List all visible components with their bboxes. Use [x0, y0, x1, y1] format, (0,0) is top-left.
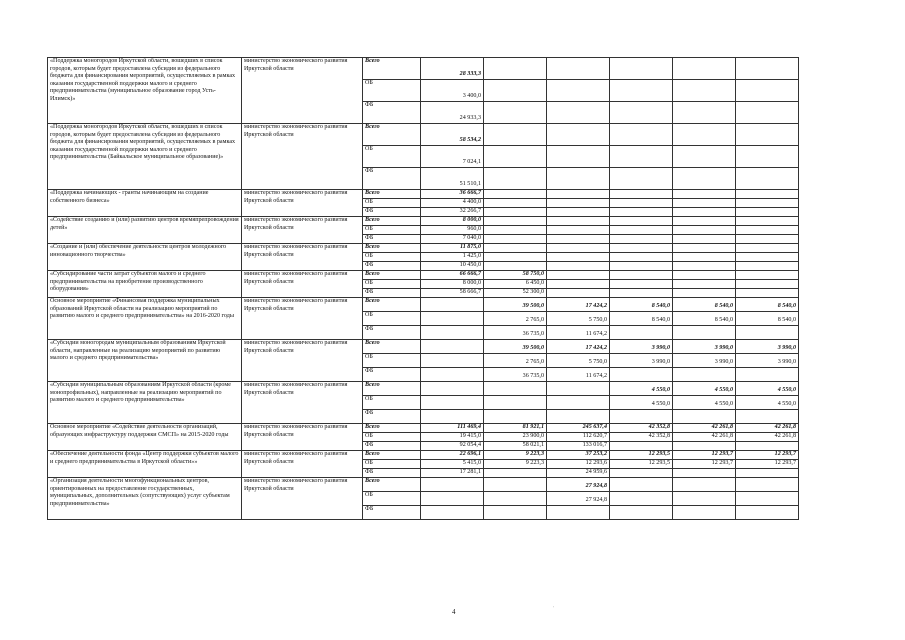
amount-cell: 36 735,0 — [484, 368, 547, 382]
amount-cell: 5 750,0 — [547, 312, 610, 326]
amount-cell: 4 550,0 — [736, 396, 799, 410]
amount-cell — [736, 326, 799, 340]
amount-cell — [610, 253, 673, 262]
table-row — [48, 190, 799, 199]
amount-cell: 66 666,7 — [421, 271, 484, 280]
budget-table — [47, 57, 799, 520]
amount-cell — [736, 190, 799, 199]
amount-cell: 17 424,2 — [547, 340, 610, 354]
amount-cell — [673, 226, 736, 235]
amount-cell — [421, 326, 484, 340]
funding-source-cell: ФБ — [363, 469, 421, 478]
amount-cell — [610, 442, 673, 451]
amount-cell: 12 293,6 — [547, 460, 610, 469]
amount-cell — [736, 226, 799, 235]
amount-cell — [547, 396, 610, 410]
funding-source-cell: Всего — [363, 451, 421, 460]
amount-cell: 42 352,8 — [610, 424, 673, 433]
funding-source-cell: ОБ — [363, 80, 421, 102]
amount-cell — [421, 298, 484, 312]
funding-source-cell: ОБ — [363, 253, 421, 262]
amount-cell — [610, 58, 673, 80]
amount-cell — [736, 102, 799, 124]
amount-cell: 12 293,7 — [736, 460, 799, 469]
amount-cell — [547, 168, 610, 190]
funding-source-cell: ФБ — [363, 289, 421, 298]
amount-cell — [484, 168, 547, 190]
amount-cell: 52 300,0 — [484, 289, 547, 298]
amount-cell — [673, 168, 736, 190]
scan-speck: ' — [553, 606, 555, 612]
amount-cell — [547, 253, 610, 262]
amount-cell — [673, 506, 736, 520]
table-row — [48, 217, 799, 226]
amount-cell — [547, 262, 610, 271]
amount-cell — [736, 253, 799, 262]
amount-cell: 4 400,0 — [421, 199, 484, 208]
amount-cell: 11 875,0 — [421, 244, 484, 253]
amount-cell — [673, 410, 736, 424]
amount-cell — [421, 340, 484, 354]
executor-cell: министерство экономического развития Иркутской области — [242, 124, 363, 190]
funding-source-cell: ОБ — [363, 396, 421, 410]
amount-cell — [484, 410, 547, 424]
amount-cell — [736, 124, 799, 146]
amount-cell — [736, 442, 799, 451]
amount-cell: 17 281,1 — [421, 469, 484, 478]
amount-cell — [484, 478, 547, 492]
amount-cell — [484, 262, 547, 271]
amount-cell — [421, 492, 484, 506]
amount-cell — [547, 208, 610, 217]
amount-cell: 23 900,0 — [484, 433, 547, 442]
amount-cell — [610, 271, 673, 280]
amount-cell — [610, 102, 673, 124]
table-row — [48, 58, 799, 80]
funding-source-cell: ФБ — [363, 506, 421, 520]
amount-cell — [610, 506, 673, 520]
amount-cell — [610, 190, 673, 199]
amount-cell: 9 223,3 — [484, 460, 547, 469]
amount-cell — [421, 410, 484, 424]
amount-cell — [421, 312, 484, 326]
amount-cell — [736, 368, 799, 382]
amount-cell: 8 000,0 — [421, 280, 484, 289]
amount-cell: 4 550,0 — [673, 382, 736, 396]
funding-source-cell: Всего — [363, 382, 421, 396]
funding-source-cell: ФБ — [363, 235, 421, 244]
amount-cell: 4 550,0 — [736, 382, 799, 396]
amount-cell — [547, 271, 610, 280]
funding-source-cell: Всего — [363, 244, 421, 253]
funding-source-cell: ФБ — [363, 168, 421, 190]
program-name-cell: «Поддержка моногородов Иркутской области, вошедших в список городов, которым будет предоставлена субсидия из федерального бюджета для финансирования мероприятий, осуществляемых в рамках оказания государственной поддержки малого и среднего предпринимательства (Байкальское муниципальное образование)» — [48, 124, 242, 190]
amount-cell — [736, 80, 799, 102]
funding-source-cell: ОБ — [363, 312, 421, 326]
amount-cell: 133 016,7 — [547, 442, 610, 451]
amount-cell: 4 550,0 — [610, 382, 673, 396]
amount-cell — [610, 226, 673, 235]
amount-cell: 111 469,4 — [421, 424, 484, 433]
funding-source-cell: ОБ — [363, 354, 421, 368]
program-name-cell: «Поддержка начинающих - гранты начинающим на создание собственного бизнеса» — [48, 190, 242, 217]
program-name-cell: «Содействие созданию и (или) развитию центров времяпрепровождения детей» — [48, 217, 242, 244]
amount-cell: 58 534,2 — [421, 124, 484, 146]
table-row — [48, 478, 799, 492]
amount-cell: 1 425,0 — [421, 253, 484, 262]
amount-cell — [673, 280, 736, 289]
amount-cell: 10 450,0 — [421, 262, 484, 271]
amount-cell — [547, 289, 610, 298]
amount-cell — [484, 124, 547, 146]
amount-cell — [421, 368, 484, 382]
amount-cell — [673, 190, 736, 199]
funding-source-cell: ФБ — [363, 262, 421, 271]
amount-cell — [673, 289, 736, 298]
amount-cell — [673, 262, 736, 271]
funding-source-cell: Всего — [363, 271, 421, 280]
amount-cell — [673, 80, 736, 102]
amount-cell — [610, 146, 673, 168]
program-name-cell: «Субсидии моногородам муниципальным образованиям Иркутской области, направленные на реализацию мероприятий по развитию малого и среднего предпринимательства» — [48, 340, 242, 382]
funding-source-cell: Всего — [363, 478, 421, 492]
amount-cell: 22 696,1 — [421, 451, 484, 460]
amount-cell: 36 735,0 — [484, 326, 547, 340]
amount-cell — [736, 208, 799, 217]
amount-cell: 3 990,0 — [736, 340, 799, 354]
program-name-cell: «Обеспечение деятельности фонда «Центр поддержки субъектов малого и среднего предпринимательства в Иркутской области»» — [48, 451, 242, 478]
budget-table-container — [47, 57, 799, 520]
amount-cell — [610, 289, 673, 298]
amount-cell — [736, 469, 799, 478]
amount-cell: 12 293,7 — [673, 460, 736, 469]
funding-source-cell: Всего — [363, 424, 421, 433]
amount-cell — [484, 235, 547, 244]
amount-cell: 42 261,8 — [736, 424, 799, 433]
amount-cell — [673, 208, 736, 217]
amount-cell: 8 540,0 — [736, 312, 799, 326]
funding-source-cell: Всего — [363, 217, 421, 226]
amount-cell: 5 750,0 — [547, 354, 610, 368]
amount-cell: 51 510,1 — [421, 168, 484, 190]
amount-cell — [673, 244, 736, 253]
amount-cell — [610, 244, 673, 253]
amount-cell — [673, 271, 736, 280]
amount-cell — [610, 410, 673, 424]
amount-cell — [610, 199, 673, 208]
executor-cell: министерство экономического развития Иркутской области — [242, 244, 363, 271]
amount-cell: 24 933,3 — [421, 102, 484, 124]
amount-cell — [484, 146, 547, 168]
amount-cell: 9 223,3 — [484, 451, 547, 460]
amount-cell: 24 959,6 — [547, 469, 610, 478]
table-row — [48, 298, 799, 312]
amount-cell: 27 924,8 — [547, 478, 610, 492]
amount-cell — [484, 396, 547, 410]
amount-cell — [484, 208, 547, 217]
amount-cell — [547, 280, 610, 289]
amount-cell — [610, 262, 673, 271]
amount-cell: 39 500,0 — [484, 298, 547, 312]
program-name-cell: «Создание и (или) обеспечение деятельности центров молодежного инновационного творчества» — [48, 244, 242, 271]
amount-cell — [484, 253, 547, 262]
amount-cell — [736, 289, 799, 298]
amount-cell: 12 293,5 — [610, 451, 673, 460]
amount-cell: 8 540,0 — [610, 298, 673, 312]
amount-cell — [610, 235, 673, 244]
amount-cell: 58 750,0 — [484, 271, 547, 280]
amount-cell — [484, 80, 547, 102]
amount-cell: 3 400,0 — [421, 80, 484, 102]
funding-source-cell: ФБ — [363, 102, 421, 124]
amount-cell — [484, 244, 547, 253]
amount-cell — [736, 235, 799, 244]
amount-cell — [547, 382, 610, 396]
funding-source-cell: ОБ — [363, 433, 421, 442]
amount-cell — [484, 506, 547, 520]
amount-cell — [610, 469, 673, 478]
amount-cell: 17 424,2 — [547, 298, 610, 312]
amount-cell — [547, 199, 610, 208]
amount-cell — [673, 199, 736, 208]
amount-cell — [547, 235, 610, 244]
amount-cell: 3 990,0 — [610, 340, 673, 354]
table-row — [48, 424, 799, 433]
amount-cell: 7 024,1 — [421, 146, 484, 168]
amount-cell — [610, 326, 673, 340]
amount-cell — [484, 58, 547, 80]
amount-cell — [547, 190, 610, 199]
amount-cell: 12 293,5 — [610, 460, 673, 469]
amount-cell: 42 261,8 — [736, 433, 799, 442]
amount-cell — [610, 217, 673, 226]
amount-cell: 42 352,8 — [610, 433, 673, 442]
funding-source-cell: Всего — [363, 124, 421, 146]
funding-source-cell: ФБ — [363, 410, 421, 424]
amount-cell: 8 540,0 — [610, 312, 673, 326]
amount-cell: 19 415,0 — [421, 433, 484, 442]
amount-cell — [673, 217, 736, 226]
amount-cell — [484, 226, 547, 235]
amount-cell — [547, 80, 610, 102]
amount-cell — [673, 326, 736, 340]
amount-cell — [421, 478, 484, 492]
funding-source-cell: ОБ — [363, 280, 421, 289]
amount-cell — [736, 244, 799, 253]
amount-cell — [547, 226, 610, 235]
funding-source-cell: ФБ — [363, 368, 421, 382]
amount-cell: 37 253,2 — [547, 451, 610, 460]
amount-cell: 92 054,4 — [421, 442, 484, 451]
amount-cell — [736, 199, 799, 208]
funding-source-cell: Всего — [363, 58, 421, 80]
amount-cell — [673, 235, 736, 244]
table-row — [48, 451, 799, 460]
amount-cell: 12 293,7 — [736, 451, 799, 460]
amount-cell: 960,0 — [421, 226, 484, 235]
program-name-cell: Основное мероприятие «Финансовая поддержка муниципальных образований Иркутской области на реализацию мероприятий по развитию малого и среднего предпринимательства» на 2016-2020 годы — [48, 298, 242, 340]
amount-cell: 42 261,8 — [673, 424, 736, 433]
amount-cell: 2 765,0 — [484, 312, 547, 326]
table-row — [48, 271, 799, 280]
amount-cell — [673, 469, 736, 478]
executor-cell: министерство экономического развития Иркутской области — [242, 451, 363, 478]
amount-cell: 3 990,0 — [736, 354, 799, 368]
funding-source-cell: ФБ — [363, 326, 421, 340]
amount-cell — [547, 102, 610, 124]
amount-cell: 32 266,7 — [421, 208, 484, 217]
amount-cell — [673, 478, 736, 492]
funding-source-cell: Всего — [363, 298, 421, 312]
amount-cell — [673, 146, 736, 168]
table-row — [48, 124, 799, 146]
amount-cell — [673, 492, 736, 506]
amount-cell — [484, 199, 547, 208]
amount-cell — [610, 168, 673, 190]
amount-cell: 4 550,0 — [673, 396, 736, 410]
executor-cell: министерство экономического развития Иркутской области — [242, 382, 363, 424]
table-row — [48, 244, 799, 253]
amount-cell: 27 924,8 — [547, 492, 610, 506]
funding-source-cell: ОБ — [363, 460, 421, 469]
amount-cell — [736, 217, 799, 226]
amount-cell — [610, 124, 673, 146]
amount-cell — [547, 244, 610, 253]
budget-table-body — [48, 58, 799, 520]
amount-cell: 8 540,0 — [736, 298, 799, 312]
executor-cell: министерство экономического развития Иркутской области — [242, 271, 363, 298]
amount-cell — [421, 382, 484, 396]
funding-source-cell: ОБ — [363, 146, 421, 168]
amount-cell: 11 674,2 — [547, 368, 610, 382]
amount-cell — [610, 368, 673, 382]
amount-cell — [673, 58, 736, 80]
amount-cell: 3 990,0 — [673, 354, 736, 368]
amount-cell — [484, 217, 547, 226]
amount-cell — [736, 280, 799, 289]
amount-cell: 58 021,1 — [484, 442, 547, 451]
funding-source-cell: ФБ — [363, 442, 421, 451]
amount-cell — [610, 478, 673, 492]
amount-cell — [547, 124, 610, 146]
funding-source-cell: Всего — [363, 340, 421, 354]
amount-cell: 5 415,0 — [421, 460, 484, 469]
amount-cell: 12 293,7 — [673, 451, 736, 460]
amount-cell — [673, 102, 736, 124]
amount-cell: 8 540,0 — [673, 312, 736, 326]
amount-cell — [610, 280, 673, 289]
amount-cell: 7 040,0 — [421, 235, 484, 244]
amount-cell — [484, 382, 547, 396]
amount-cell — [547, 410, 610, 424]
program-name-cell: «Поддержка моногородов Иркутской области, вошедших в список городов, которым будет предоставлена субсидия из федерального бюджета для финансирования мероприятий, осуществляемых в рамках оказания государственной поддержки малого и среднего предпринимательства (муниципальное образование город Усть-Илимск)» — [48, 58, 242, 124]
funding-source-cell: ФБ — [363, 208, 421, 217]
amount-cell — [610, 492, 673, 506]
amount-cell: 6 450,0 — [484, 280, 547, 289]
amount-cell — [673, 368, 736, 382]
amount-cell — [673, 124, 736, 146]
amount-cell: 28 333,3 — [421, 58, 484, 80]
amount-cell — [736, 271, 799, 280]
amount-cell — [736, 168, 799, 190]
amount-cell — [484, 469, 547, 478]
table-row — [48, 340, 799, 354]
amount-cell: 3 990,0 — [610, 354, 673, 368]
funding-source-cell: ОБ — [363, 199, 421, 208]
amount-cell: 3 990,0 — [673, 340, 736, 354]
program-name-cell: «Субсидии муниципальным образованиям Иркутской области (кроме монопрофильных), направленные на реализацию мероприятий по развитию малого и среднего предпринимательства» — [48, 382, 242, 424]
amount-cell — [547, 506, 610, 520]
amount-cell — [421, 506, 484, 520]
amount-cell: 42 261,8 — [673, 433, 736, 442]
amount-cell: 245 637,4 — [547, 424, 610, 433]
amount-cell — [421, 354, 484, 368]
amount-cell — [736, 146, 799, 168]
program-name-cell: «Субсидирование части затрат субъектов малого и среднего предпринимательства на приобретение производственного оборудования» — [48, 271, 242, 298]
amount-cell: 112 620,7 — [547, 433, 610, 442]
executor-cell: министерство экономического развития Иркутской области — [242, 217, 363, 244]
executor-cell: министерство экономического развития Иркутской области — [242, 298, 363, 340]
program-name-cell: Основное мероприятие «Содействие деятельности организаций, образующих инфраструктуру поддержки СМСП» на 2015-2020 годы — [48, 424, 242, 451]
amount-cell: 4 550,0 — [610, 396, 673, 410]
executor-cell: министерство экономического развития Иркутской области — [242, 58, 363, 124]
amount-cell — [610, 208, 673, 217]
amount-cell: 2 765,0 — [484, 354, 547, 368]
amount-cell — [736, 478, 799, 492]
amount-cell — [736, 492, 799, 506]
amount-cell: 58 666,7 — [421, 289, 484, 298]
amount-cell — [421, 396, 484, 410]
amount-cell: 11 674,2 — [547, 326, 610, 340]
amount-cell — [547, 58, 610, 80]
program-name-cell: «Организация деятельности многофункциональных центров, ориентированных на предоставление государственных, муниципальных, дополнительных (сопутствующих) услуг субъектам предпринимательства» — [48, 478, 242, 520]
funding-source-cell: Всего — [363, 190, 421, 199]
amount-cell — [610, 80, 673, 102]
funding-source-cell: ОБ — [363, 492, 421, 506]
amount-cell: 8 540,0 — [673, 298, 736, 312]
executor-cell: министерство экономического развития Иркутской области — [242, 424, 363, 451]
amount-cell: 36 666,7 — [421, 190, 484, 199]
amount-cell — [736, 58, 799, 80]
amount-cell — [484, 102, 547, 124]
amount-cell — [547, 146, 610, 168]
amount-cell — [547, 217, 610, 226]
amount-cell — [736, 262, 799, 271]
amount-cell — [484, 492, 547, 506]
funding-source-cell: ОБ — [363, 226, 421, 235]
amount-cell: 39 500,0 — [484, 340, 547, 354]
executor-cell: министерство экономического развития Иркутской области — [242, 478, 363, 520]
page-number: 4 — [452, 608, 456, 616]
executor-cell: министерство экономического развития Иркутской области — [242, 190, 363, 217]
amount-cell: 8 000,0 — [421, 217, 484, 226]
amount-cell — [736, 506, 799, 520]
amount-cell — [673, 442, 736, 451]
amount-cell — [673, 253, 736, 262]
amount-cell — [484, 190, 547, 199]
amount-cell — [736, 410, 799, 424]
table-row — [48, 382, 799, 396]
amount-cell: 81 921,1 — [484, 424, 547, 433]
executor-cell: министерство экономического развития Иркутской области — [242, 340, 363, 382]
